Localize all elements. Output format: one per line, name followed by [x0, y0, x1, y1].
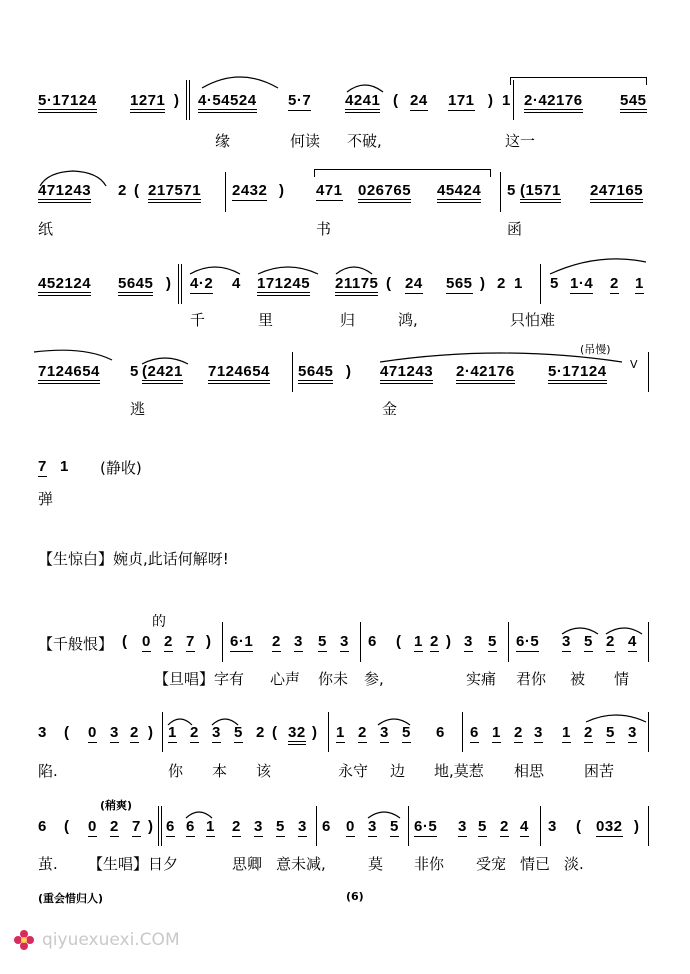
note: 1 — [635, 275, 644, 292]
note: 1 — [336, 724, 345, 741]
note: 0 — [142, 633, 151, 650]
note-group: 4241 — [345, 92, 380, 109]
barline — [316, 806, 317, 846]
paren: ( — [393, 92, 399, 109]
lyric: 相思 — [514, 762, 545, 780]
note-group: 5·17124 — [548, 363, 607, 380]
lyric: 实痛 — [466, 670, 497, 688]
note-group: (2421 — [142, 363, 183, 380]
lyric: 这一 — [505, 132, 536, 150]
page-number: (6) — [346, 890, 364, 903]
slur — [256, 262, 320, 276]
note: 2 — [118, 182, 127, 199]
tempo-annotation: (吊慢) — [580, 343, 611, 356]
note: 6 — [368, 633, 377, 650]
note-group: 5645 — [118, 275, 153, 292]
note: 2 — [497, 275, 506, 292]
note: 5 — [584, 633, 593, 650]
note-group: 1·4 — [570, 275, 594, 292]
note: 2 — [606, 633, 615, 650]
lyric: 金 — [382, 400, 398, 418]
slur — [188, 262, 242, 276]
paren: ) — [446, 633, 452, 650]
paren: ) — [148, 724, 154, 741]
lyric: 君你 — [516, 670, 547, 688]
note: 3 — [380, 724, 389, 741]
lyric: 非你 — [414, 855, 445, 873]
note-group: 452124 — [38, 275, 91, 292]
barline — [158, 806, 159, 846]
note: 5 — [488, 633, 497, 650]
slur — [345, 80, 385, 94]
note: 1 — [168, 724, 177, 741]
note: 2 — [358, 724, 367, 741]
paren: ) — [166, 275, 172, 292]
note: 2 — [256, 724, 265, 741]
lyric: 意未减, — [276, 855, 326, 873]
paren: ( — [272, 724, 278, 741]
barline — [408, 806, 409, 846]
note: 5 — [234, 724, 243, 741]
lyric: 永守 — [338, 762, 369, 780]
note-group: 565 — [446, 275, 473, 292]
tie-line — [314, 169, 490, 170]
paren: ) — [279, 182, 285, 199]
note: 4 — [520, 818, 529, 835]
barline — [186, 80, 187, 120]
paren: ) — [148, 818, 154, 835]
note-group: (1571 — [520, 182, 561, 199]
note: 2 — [514, 724, 523, 741]
lyric: 心声 — [270, 670, 301, 688]
note: 3 — [212, 724, 221, 741]
note: 5 — [130, 363, 139, 380]
note: 3 — [562, 633, 571, 650]
barline — [360, 622, 361, 662]
note: 5 — [402, 724, 411, 741]
lyric: 千 — [190, 311, 206, 329]
tempo-annotation: (静收) — [100, 459, 142, 477]
lyric: 缘 — [215, 132, 231, 150]
note-group: 171245 — [257, 275, 310, 292]
note: 7 — [186, 633, 195, 650]
note-group: 7124654 — [38, 363, 100, 380]
note: 6 — [38, 818, 47, 835]
lyric: 边 — [390, 762, 406, 780]
lyric: 何读 — [290, 132, 321, 150]
slur — [34, 348, 114, 364]
lyric: 该 — [256, 762, 272, 780]
note: 3 — [294, 633, 303, 650]
barline — [162, 712, 163, 752]
paren: ( — [386, 275, 392, 292]
note: 3 — [458, 818, 467, 835]
barline — [181, 264, 182, 304]
barline — [648, 712, 649, 752]
note: 1 — [414, 633, 423, 650]
paren: ( — [134, 182, 140, 199]
note: 2 — [110, 818, 119, 835]
note-group: 45424 — [437, 182, 481, 199]
footer-title: (重会惜归人) — [38, 892, 104, 905]
note: 2 — [430, 633, 439, 650]
lyric: 只怕难 — [510, 311, 556, 329]
tie-end — [646, 77, 647, 85]
note-group: 2·42176 — [456, 363, 515, 380]
note: 0 — [88, 724, 97, 741]
note-group: 24 — [405, 275, 423, 292]
tie-line — [510, 77, 646, 78]
watermark-text: qiyuexuexi.COM — [42, 930, 180, 950]
lyric: 函 — [507, 220, 523, 238]
lyric: 书 — [316, 220, 332, 238]
note: 5 — [507, 182, 516, 199]
note: 2 — [610, 275, 619, 292]
barline — [462, 712, 463, 752]
barline — [513, 80, 514, 120]
note-group: 6·1 — [230, 633, 254, 650]
note: 1 — [206, 818, 215, 835]
barline — [648, 806, 649, 846]
note: 2 — [190, 724, 199, 741]
note: 0 — [346, 818, 355, 835]
slur — [584, 710, 648, 724]
note-group: 4·54524 — [198, 92, 257, 109]
note-group: 21175 — [335, 275, 378, 292]
lyric: 情已 — [520, 855, 551, 873]
note: 1 — [514, 275, 523, 292]
lyric: 你未 — [318, 670, 349, 688]
lyric: 莫 — [368, 855, 384, 873]
note-group: 32 — [288, 724, 306, 741]
note-group: 6·5 — [414, 818, 438, 835]
note: 2 — [500, 818, 509, 835]
note: 5 — [606, 724, 615, 741]
paren: ) — [174, 92, 180, 109]
note: 6 — [470, 724, 479, 741]
note-group: 7124654 — [208, 363, 270, 380]
note: 0 — [88, 818, 97, 835]
paren: ) — [346, 363, 352, 380]
paren: ) — [634, 818, 640, 835]
lyric: 归 — [340, 311, 356, 329]
barline — [508, 622, 509, 662]
slur — [378, 348, 624, 364]
note-group: 2·42176 — [524, 92, 583, 109]
barline — [292, 352, 293, 392]
lyric: 情 — [614, 670, 630, 688]
slur — [548, 258, 648, 276]
note: 5 — [550, 275, 559, 292]
note: 3 — [254, 818, 263, 835]
paren: ) — [488, 92, 494, 109]
note-group: 1271 — [130, 92, 165, 109]
lyric: 逃 — [130, 400, 146, 418]
note: 7 — [132, 818, 141, 835]
note: 3 — [38, 724, 47, 741]
note-group: 032 — [596, 818, 623, 835]
paren: ) — [312, 724, 318, 741]
note: 1 — [502, 92, 511, 109]
lyric: 【生唱】日夕 — [88, 855, 179, 873]
note-group: 4·2 — [190, 275, 214, 292]
note-group: 471 — [316, 182, 343, 199]
tie-end — [314, 169, 315, 177]
slur — [200, 72, 280, 90]
note: 7 — [38, 458, 47, 475]
lyric: 你 — [168, 762, 184, 780]
tune-label: 【千般恨】 — [38, 635, 114, 653]
note-group: 6·5 — [516, 633, 540, 650]
note: 2 — [130, 724, 139, 741]
note: 6 — [322, 818, 331, 835]
note-group: 5·7 — [288, 92, 312, 109]
note: 3 — [464, 633, 473, 650]
watermark — [12, 928, 180, 952]
note: 1 — [60, 458, 69, 475]
note-group: 24 — [410, 92, 428, 109]
lyric: 困苦 — [584, 762, 615, 780]
breath-mark: V — [630, 358, 638, 371]
barline — [225, 172, 226, 212]
lyric: 地,莫惹 — [434, 762, 484, 780]
lyric: 本 — [212, 762, 228, 780]
lyric: 淡. — [564, 855, 584, 873]
barline — [648, 352, 649, 392]
note: 2 — [164, 633, 173, 650]
barline — [178, 264, 179, 304]
paren: ( — [64, 724, 70, 741]
tempo-annotation: (稍爽) — [100, 799, 133, 812]
note-group: 5·17124 — [38, 92, 97, 109]
note: 3 — [340, 633, 349, 650]
note-group: 545 — [620, 92, 647, 109]
lyric: 茧. — [38, 855, 58, 873]
lyric: 里 — [258, 311, 274, 329]
note: 6 — [436, 724, 445, 741]
paren: ( — [576, 818, 582, 835]
note-group: 171 — [448, 92, 475, 109]
note: 6 — [186, 818, 195, 835]
lyric: 鸿, — [398, 311, 418, 329]
lyric: 陷. — [38, 762, 58, 780]
barline — [222, 622, 223, 662]
note: 1 — [492, 724, 501, 741]
note: 2 — [584, 724, 593, 741]
barline — [540, 264, 541, 304]
note-group: 2432 — [232, 182, 268, 199]
paren: ) — [480, 275, 486, 292]
paren: ( — [396, 633, 402, 650]
lyric: 弹 — [38, 490, 54, 508]
note-group: 471243 — [38, 182, 91, 199]
note: 3 — [548, 818, 557, 835]
note: 5 — [390, 818, 399, 835]
note-group: 471243 — [380, 363, 433, 380]
lyric: 不破, — [347, 132, 382, 150]
spoken-dialogue: 【生惊白】婉贞,此话何解呀! — [38, 550, 229, 568]
note: 3 — [534, 724, 543, 741]
note-group: 247165 — [590, 182, 643, 199]
lyric: 思卿 — [232, 855, 263, 873]
barline — [161, 806, 162, 846]
lyric: 被 — [570, 670, 586, 688]
lyric: 受宠 — [476, 855, 507, 873]
note: 2 — [272, 633, 281, 650]
note: 3 — [368, 818, 377, 835]
barline — [648, 622, 649, 662]
note-group: 217571 — [148, 182, 201, 199]
note-group: 5645 — [298, 363, 333, 380]
note: 5 — [318, 633, 327, 650]
barline — [189, 80, 190, 120]
tie-end — [490, 169, 491, 177]
paren: ( — [64, 818, 70, 835]
slur — [334, 262, 374, 276]
note: 2 — [232, 818, 241, 835]
lyric: 【旦唱】字有 — [154, 670, 245, 688]
lyric: 参, — [364, 670, 384, 688]
note: 3 — [628, 724, 637, 741]
note-group: 026765 — [358, 182, 411, 199]
barline — [540, 806, 541, 846]
lyric-above: 的 — [152, 614, 166, 630]
flower-logo-icon — [12, 928, 36, 952]
note: 3 — [298, 818, 307, 835]
lyric: 纸 — [38, 220, 54, 238]
tie-end — [510, 77, 511, 85]
note: 6 — [166, 818, 175, 835]
barline — [328, 712, 329, 752]
note: 1 — [562, 724, 571, 741]
paren: ( — [122, 633, 128, 650]
note: 4 — [628, 633, 637, 650]
note: 5 — [478, 818, 487, 835]
barline — [500, 172, 501, 212]
paren: ) — [206, 633, 212, 650]
note: 3 — [110, 724, 119, 741]
note: 4 — [232, 275, 241, 292]
note: 5 — [276, 818, 285, 835]
